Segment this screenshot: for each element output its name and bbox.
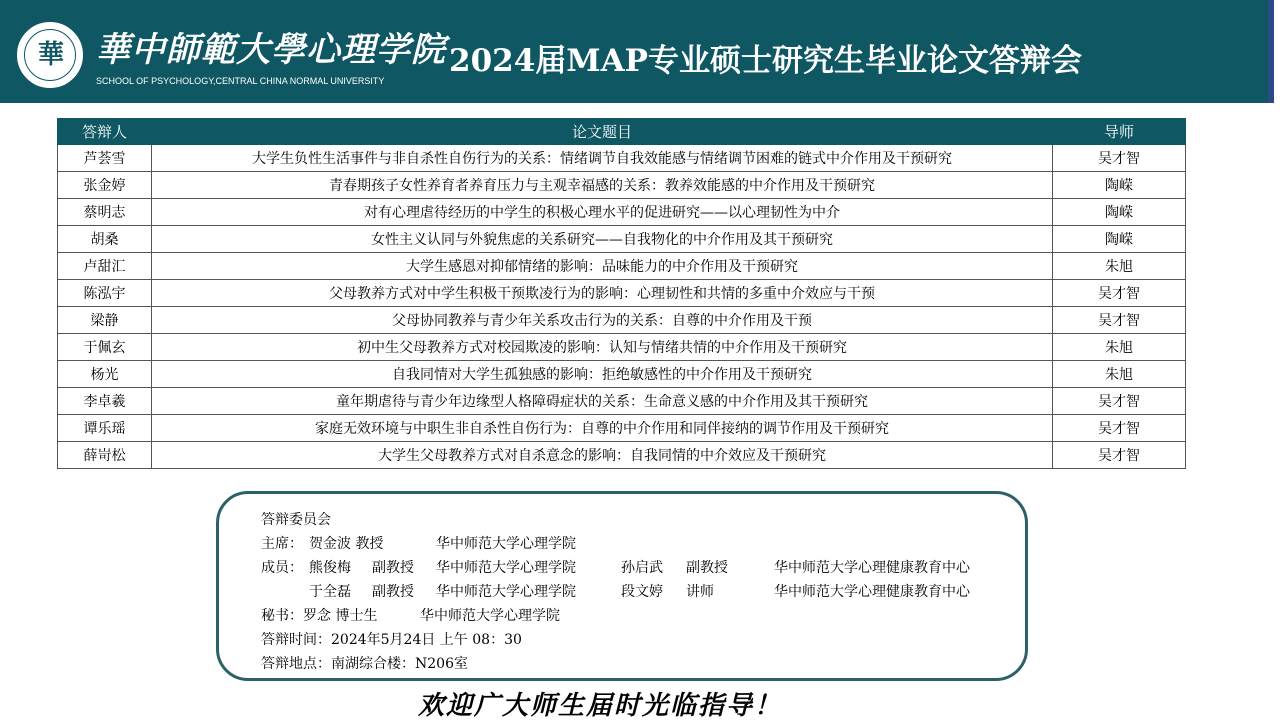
- table-row: [58, 253, 1186, 280]
- chair-org: 华中师范大学心理学院: [436, 536, 576, 552]
- seal-character: 華: [37, 40, 64, 70]
- welcome-message: 欢迎广大师生届时光临指导！: [417, 691, 782, 721]
- member-org: 华中师范大学心理学院: [436, 584, 576, 600]
- chair-label: 主席：: [261, 536, 303, 552]
- university-seal-icon: [15, 20, 85, 90]
- member-name: 熊俊梅: [309, 560, 351, 576]
- advisor-cell: 吴才智: [1053, 280, 1186, 307]
- advisor-cell: 吴才智: [1053, 145, 1186, 172]
- advisor-cell: 吴才智: [1053, 388, 1186, 415]
- table-row: [58, 145, 1186, 172]
- table-row: [58, 226, 1186, 253]
- thesis-defense-table: [57, 118, 1186, 469]
- member-org: 华中师范大学心理健康教育中心: [774, 584, 970, 600]
- committee-box: [216, 491, 1028, 681]
- header-banner: [0, 0, 1274, 103]
- defender-name-cell: 胡桑: [58, 226, 152, 253]
- thesis-topic-cell: 家庭无效环境与中职生非自杀性自伤行为：自尊的中介作用和同伴接纳的调节作用及干预研究: [152, 415, 1053, 442]
- thesis-topic-cell: 父母教养方式对中学生积极干预欺凌行为的影响：心理韧性和共情的多重中介效应与干预: [152, 280, 1053, 307]
- defender-name-cell: 杨光: [58, 361, 152, 388]
- table-row: [58, 172, 1186, 199]
- member-title: 副教授: [372, 584, 414, 600]
- defender-name-cell: 张金婷: [58, 172, 152, 199]
- advisor-cell: 陶嵘: [1053, 172, 1186, 199]
- defender-name-cell: 卢甜汇: [58, 253, 152, 280]
- table-row: [58, 388, 1186, 415]
- column-header-advisor: 导师: [1053, 119, 1186, 145]
- member-org: 华中师范大学心理健康教育中心: [774, 560, 970, 576]
- school-name-chinese: 華中師範大學心理学院: [96, 30, 446, 70]
- advisor-cell: 吴才智: [1053, 442, 1186, 469]
- thesis-topic-cell: 童年期虐待与青少年边缘型人格障碍症状的关系：生命意义感的中介作用及其干预研究: [152, 388, 1053, 415]
- table-row: [58, 334, 1186, 361]
- table-row: [58, 199, 1186, 226]
- member-name: 于全磊: [309, 584, 351, 600]
- defender-name-cell: 薛岢松: [58, 442, 152, 469]
- committee-heading: 答辩委员会: [261, 512, 331, 528]
- defender-name-cell: 谭乐瑶: [58, 415, 152, 442]
- defender-name-cell: 李卓羲: [58, 388, 152, 415]
- thesis-topic-cell: 青春期孩子女性养育者养育压力与主观幸福感的关系：教养效能感的中介作用及干预研究: [152, 172, 1053, 199]
- table-row: [58, 280, 1186, 307]
- advisor-cell: 朱旭: [1053, 253, 1186, 280]
- defender-name-cell: 陈泓宇: [58, 280, 152, 307]
- thesis-topic-cell: 大学生父母教养方式对自杀意念的影响：自我同情的中介效应及干预研究: [152, 442, 1053, 469]
- member-title: 讲师: [686, 584, 714, 600]
- secretary: 秘书：罗念 博士生: [261, 608, 378, 624]
- defense-time: 答辩时间：2024年5月24日 上午 08：30: [261, 632, 522, 648]
- thesis-topic-cell: 自我同情对大学生孤独感的影响：拒绝敏感性的中介作用及干预研究: [152, 361, 1053, 388]
- column-header-defender: 答辩人: [58, 119, 152, 145]
- table-row: [58, 415, 1186, 442]
- defender-name-cell: 于佩玄: [58, 334, 152, 361]
- secretary-org: 华中师范大学心理学院: [420, 608, 560, 624]
- defender-name-cell: 蔡明志: [58, 199, 152, 226]
- thesis-topic-cell: 初中生父母教养方式对校园欺凌的影响：认知与情绪共情的中介作用及干预研究: [152, 334, 1053, 361]
- table-row: [58, 442, 1186, 469]
- advisor-cell: 朱旭: [1053, 334, 1186, 361]
- member-title: 副教授: [686, 560, 728, 576]
- thesis-topic-cell: 对有心理虐待经历的中学生的积极心理水平的促进研究——以心理韧性为中介: [152, 199, 1053, 226]
- member-title: 副教授: [372, 560, 414, 576]
- header-accent-stripe: [1268, 0, 1274, 103]
- advisor-cell: 陶嵘: [1053, 199, 1186, 226]
- table-header-row: [58, 119, 1186, 145]
- thesis-topic-cell: 大学生感恩对抑郁情绪的影响：品味能力的中介作用及干预研究: [152, 253, 1053, 280]
- member-org: 华中师范大学心理学院: [436, 560, 576, 576]
- page-title: 2024届MAP专业硕士研究生毕业论文答辩会: [449, 43, 1082, 79]
- member-name: 孙启武: [621, 560, 663, 576]
- thesis-topic-cell: 父母协同教养与青少年关系攻击行为的关系：自尊的中介作用及干预: [152, 307, 1053, 334]
- defense-location: 答辩地点：南湖综合楼：N206室: [261, 656, 468, 672]
- school-name-english: SCHOOL OF PSYCHOLOGY,CENTRAL CHINA NORMAL UNIVERSITY: [96, 76, 385, 86]
- defender-name-cell: 梁静: [58, 307, 152, 334]
- advisor-cell: 吴才智: [1053, 415, 1186, 442]
- member-name: 段文婷: [621, 584, 663, 600]
- chair-name: 贺金波 教授: [309, 536, 384, 552]
- thesis-topic-cell: 女性主义认同与外貌焦虑的关系研究——自我物化的中介作用及其干预研究: [152, 226, 1053, 253]
- advisor-cell: 吴才智: [1053, 307, 1186, 334]
- table-row: [58, 307, 1186, 334]
- thesis-topic-cell: 大学生负性生活事件与非自杀性自伤行为的关系：情绪调节自我效能感与情绪调节困难的链式中介作用及干预研究: [152, 145, 1053, 172]
- advisor-cell: 陶嵘: [1053, 226, 1186, 253]
- members-label: 成员：: [261, 560, 303, 576]
- column-header-topic: 论文题目: [152, 119, 1053, 145]
- advisor-cell: 朱旭: [1053, 361, 1186, 388]
- table-row: [58, 361, 1186, 388]
- defender-name-cell: 芦荟雪: [58, 145, 152, 172]
